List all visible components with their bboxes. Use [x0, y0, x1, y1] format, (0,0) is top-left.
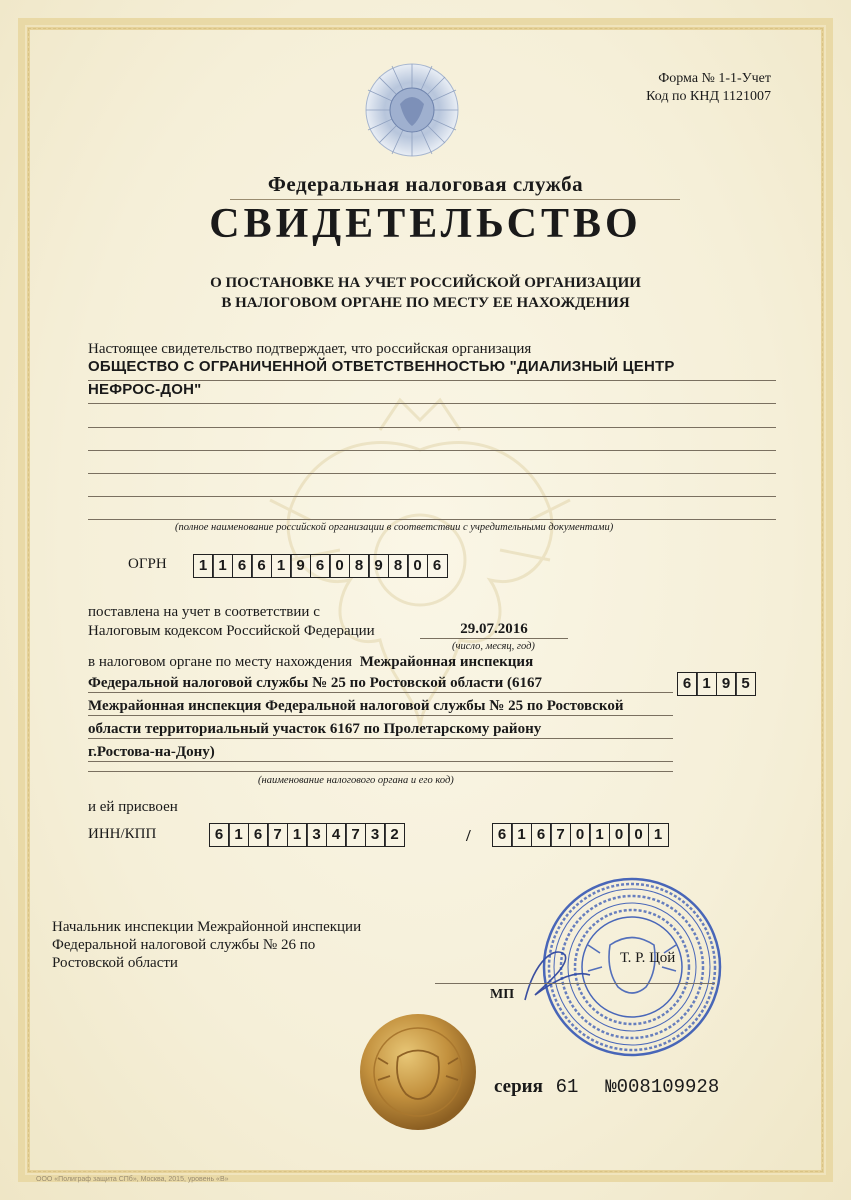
certificate-subtitle — [0, 273, 851, 313]
subtitle-line-2: В НАЛОГОВОМ ОРГАНЕ ПО МЕСТУ ЕЕ НАХОЖДЕНИЯ — [221, 295, 630, 311]
inn-digits — [210, 823, 405, 847]
kpp-digit-cell: 1 — [511, 823, 532, 847]
position-line-2: Федеральной налоговой службы № 26 по — [52, 937, 316, 953]
certificate-title: СВИДЕТЕЛЬСТВО — [209, 201, 642, 247]
blank-line — [88, 473, 776, 474]
form-number: Форма № 1-1-Учет — [658, 71, 771, 86]
ogrn-digit-cell: 9 — [290, 554, 311, 578]
signatory-position — [52, 918, 361, 972]
ogrn-digit-cell: 0 — [329, 554, 350, 578]
ogrn-digit-cell: 1 — [212, 554, 233, 578]
inn-kpp-label: ИНН/КПП — [88, 826, 157, 842]
inn-digit-cell: 3 — [306, 823, 327, 847]
inn-digit-cell: 6 — [248, 823, 269, 847]
blank-line — [88, 450, 776, 451]
knd-code: Код по КНД 1121007 — [646, 89, 771, 104]
office-code-digits — [678, 672, 756, 696]
inn-kpp-separator: / — [466, 826, 471, 845]
ogrn-digit-cell: 9 — [368, 554, 389, 578]
blank-line — [88, 427, 776, 428]
kpp-digit-cell: 0 — [628, 823, 649, 847]
serial-block — [494, 1076, 719, 1098]
office-hint: (наименование налогового органа и его код) — [258, 775, 454, 786]
office-code-digit-cell: 9 — [716, 672, 737, 696]
gold-seal — [358, 1012, 478, 1132]
org-name-line-2: НЕФРОС-ДОН" — [88, 381, 776, 404]
signature-line — [435, 983, 715, 984]
ogrn-label: ОГРН — [128, 556, 167, 572]
series-number: 61 — [555, 1076, 579, 1098]
kpp-digits — [493, 823, 669, 847]
ogrn-digit-cell: 0 — [407, 554, 428, 578]
series-label: серия — [494, 1076, 543, 1097]
ogrn-digit-cell: 1 — [193, 554, 214, 578]
office-code-digit-cell: 6 — [677, 672, 698, 696]
registration-line-2: Налоговым кодексом Российской Федерации — [88, 623, 375, 639]
hologram-emblem-icon — [362, 60, 462, 160]
kpp-digit-cell: 7 — [550, 823, 571, 847]
inn-digit-cell: 4 — [326, 823, 347, 847]
inn-digit-cell: 1 — [228, 823, 249, 847]
kpp-digit-cell: 1 — [589, 823, 610, 847]
kpp-digit-cell: 1 — [648, 823, 669, 847]
ogrn-digit-cell: 6 — [427, 554, 448, 578]
kpp-digit-cell: 0 — [609, 823, 630, 847]
signatory-name: Т. Р. Цой — [620, 950, 676, 966]
office-code-digit-cell: 5 — [735, 672, 756, 696]
kpp-digit-cell: 0 — [570, 823, 591, 847]
form-info — [646, 70, 771, 106]
ogrn-digit-cell: 8 — [349, 554, 370, 578]
kpp-digit-cell: 6 — [492, 823, 513, 847]
printer-footer: ООО «Полиграф защита СПб», Москва, 2015, уровень «В» — [36, 1176, 229, 1183]
inn-digit-cell: 7 — [345, 823, 366, 847]
blank-line — [88, 519, 776, 520]
subtitle-line-1: О ПОСТАНОВКЕ НА УЧЕТ РОССИЙСКОЙ ОРГАНИЗАЦИИ — [210, 275, 641, 291]
inn-digit-cell: 1 — [287, 823, 308, 847]
intro-text: Настоящее свидетельство подтверждает, что российская организация — [88, 341, 532, 357]
certificate-number: №008109928 — [605, 1076, 720, 1098]
ogrn-digit-cell: 6 — [232, 554, 253, 578]
office-line-5: г.Ростова-на-Дону) — [88, 744, 673, 762]
agency-name: Федеральная налоговая служба — [267, 172, 584, 196]
position-line-1: Начальник инспекции Межрайонной инспекции — [52, 919, 362, 935]
inn-digit-cell: 6 — [209, 823, 230, 847]
ogrn-digit-cell: 8 — [388, 554, 409, 578]
office-name-start: Межрайонная инспекция — [359, 654, 534, 670]
office-line-4: области территориальный участок 6167 по Пролетарскому району — [88, 721, 673, 739]
org-name-line-1: ОБЩЕСТВО С ОГРАНИЧЕННОЙ ОТВЕТСТВЕННОСТЬЮ "ДИАЛИЗНЫЙ ЦЕНТР — [88, 358, 776, 381]
office-intro — [88, 654, 533, 671]
blank-line — [88, 771, 673, 772]
office-line-2: Федеральной налоговой службы № 25 по Ростовской области (6167 — [88, 675, 673, 693]
inn-digit-cell: 3 — [365, 823, 386, 847]
official-round-stamp — [540, 875, 725, 1060]
registration-date: 29.07.2016 — [420, 621, 568, 639]
ogrn-digit-cell: 1 — [271, 554, 292, 578]
org-name-hint: (полное наименование российской организации в соответствии с учредительными документами) — [175, 522, 614, 533]
office-line-3: Межрайонная инспекция Федеральной налоговой службы № 25 по Ростовской — [88, 698, 673, 716]
mp-label: МП — [490, 987, 515, 1002]
office-intro-text: в налоговом органе по месту нахождения — [88, 654, 353, 670]
inn-digit-cell: 7 — [267, 823, 288, 847]
ogrn-digits — [194, 554, 448, 578]
ogrn-digit-cell: 6 — [251, 554, 272, 578]
registration-line-1: поставлена на учет в соответствии с — [88, 604, 320, 620]
assigned-text: и ей присвоен — [88, 799, 178, 815]
inn-digit-cell: 2 — [384, 823, 405, 847]
date-hint: (число, месяц, год) — [452, 641, 535, 652]
ogrn-digit-cell: 6 — [310, 554, 331, 578]
blank-line — [88, 496, 776, 497]
kpp-digit-cell: 6 — [531, 823, 552, 847]
office-code-digit-cell: 1 — [696, 672, 717, 696]
position-line-3: Ростовской области — [52, 955, 178, 971]
